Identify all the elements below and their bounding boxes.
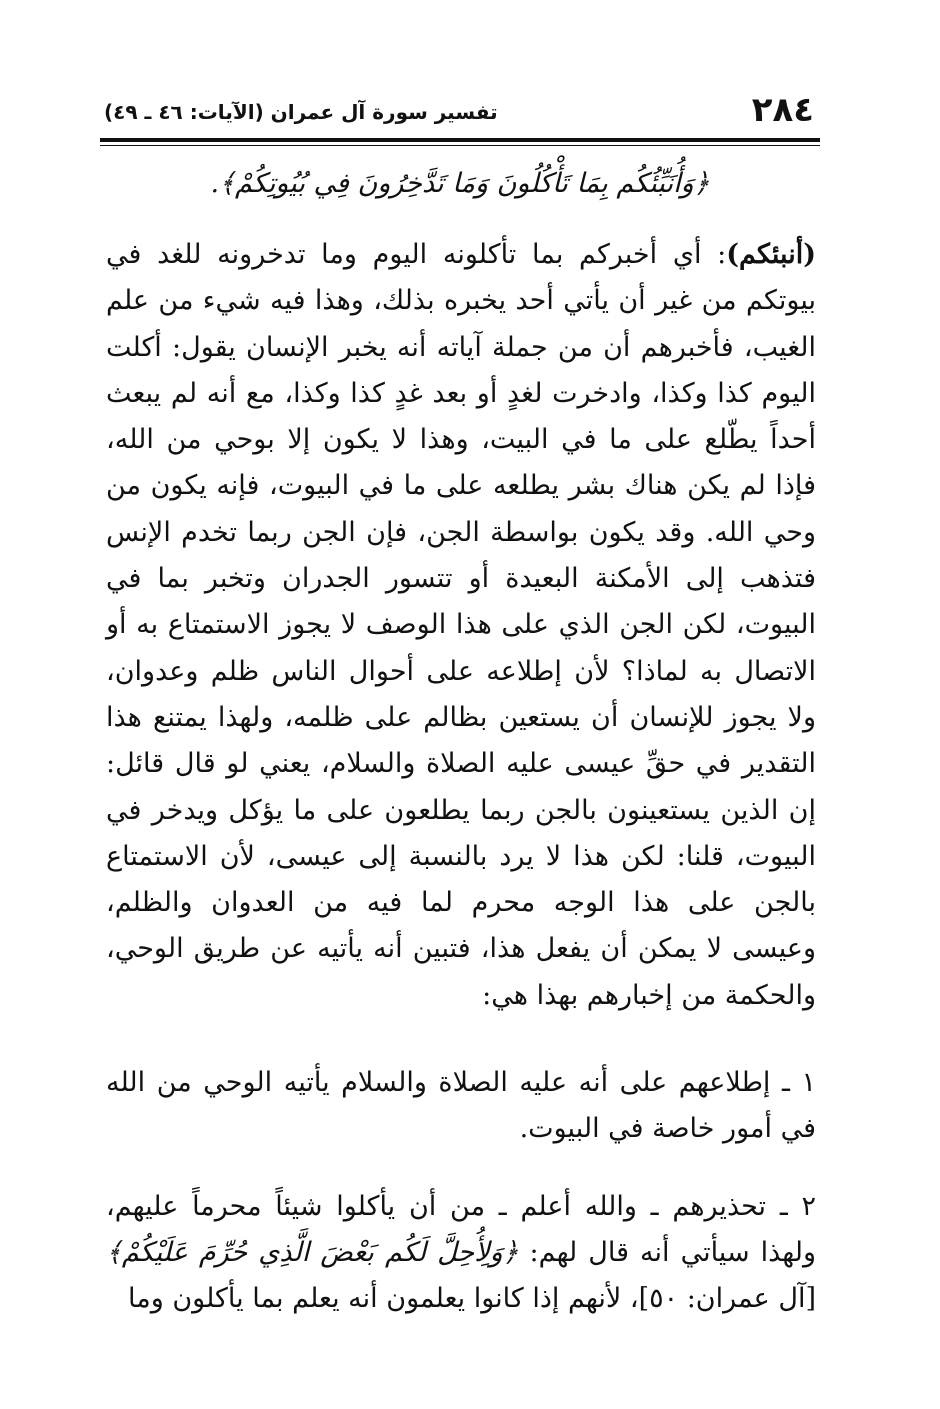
page-number: ٢٨٤ <box>751 90 814 130</box>
point-2-text-before: ٢ ـ تحذيرهم ـ والله أعلم ـ من أن يأكلوا شيئاً محرماً عليهم، ولهذا سيأتي أنه قال لهم: <box>106 1191 816 1268</box>
point-1 <box>106 1060 816 1152</box>
point-2-text-after: [آل عمران: ٥٠]، لأنهم إذا كانوا يعلمون أنه يعلم بما يأكلون وما <box>128 1283 816 1314</box>
point-2 <box>106 1184 816 1322</box>
commentary-text: : أي أخبركم بما تأكلونه اليوم وما تدخرونه للغد في بيوتكم من غير أن يأتي أحد يخبره بذلك، وهذا فيه شيء من علم الغيب، فأخبرهم أن من جملة آياته أنه يخبر الإنسان يقول: أكلت اليوم كذا وكذا، وادخرت لغدٍ أو بعد غدٍ كذا وكذا، مع أنه لم يبعث أحداً يطّلع على ما في البيت، وهذا لا يكون إلا بوحي من الله، فإذا لم يكن هناك بشر يطلعه على ما في البيوت، فإنه يكون من وحي الله. وقد يكون بواسطة الجن، فإن الجن ربما تخدم الإنس فتذهب إلى الأمكنة البعيدة أو تتسور الجدران وتخبر بما في البيوت، لكن الجن الذي على هذا الوصف لا يجوز الاستمتاع به أو الاتصال به لماذا؟ لأن إطلاعه على أحوال الناس ظلم وعدوان، ولا يجوز للإنسان أن يستعين بظالم على ظلمه، ولهذا يمتنع هذا التقدير في حقِّ عيسى عليه الصلاة والسلام، يعني لو قال قائل: إن الذين يستعينون بالجن ربما يطلعون على ما يؤكل ويدخر في البيوت، قلنا: لكن هذا لا يرد بالنسبة إلى عيسى، لأن الاستمتاع بالجن على هذا الوجه محرم لما فيه من العدوان والظلم، وعيسى لا يمكن أن يفعل هذا، فتبين أنه يأتيه عن طريق الوحي، والحكمة من إخبارهم بهذا هي: <box>106 239 816 1011</box>
point-1-text: ١ ـ إطلاعهم على أنه عليه الصلاة والسلام يأتيه الوحي من الله في أمور خاصة في البيوت. <box>106 1067 816 1144</box>
running-title: تفسير سورة آل عمران (الآيات: ٤٦ ـ ٤٩) <box>104 100 498 124</box>
point-2-quran-quote: ﴿وَلِأُحِلَّ لَكُم بَعْضَ الَّذِي حُرِّمَ عَلَيْكُمْ﴾ <box>106 1237 519 1268</box>
commentary-paragraph <box>106 232 816 1019</box>
commentary-term: (أنبئكم) <box>726 239 816 270</box>
header-rule-thin <box>100 145 820 146</box>
page-header <box>100 88 820 134</box>
header-rule-thick <box>100 138 820 142</box>
quran-verse: ﴿وَأُنَبِّئُكُم بِمَا تَأْكُلُونَ وَمَا تَدَّخِرُونَ فِي بُيُوتِكُمْ﴾. <box>210 168 710 199</box>
